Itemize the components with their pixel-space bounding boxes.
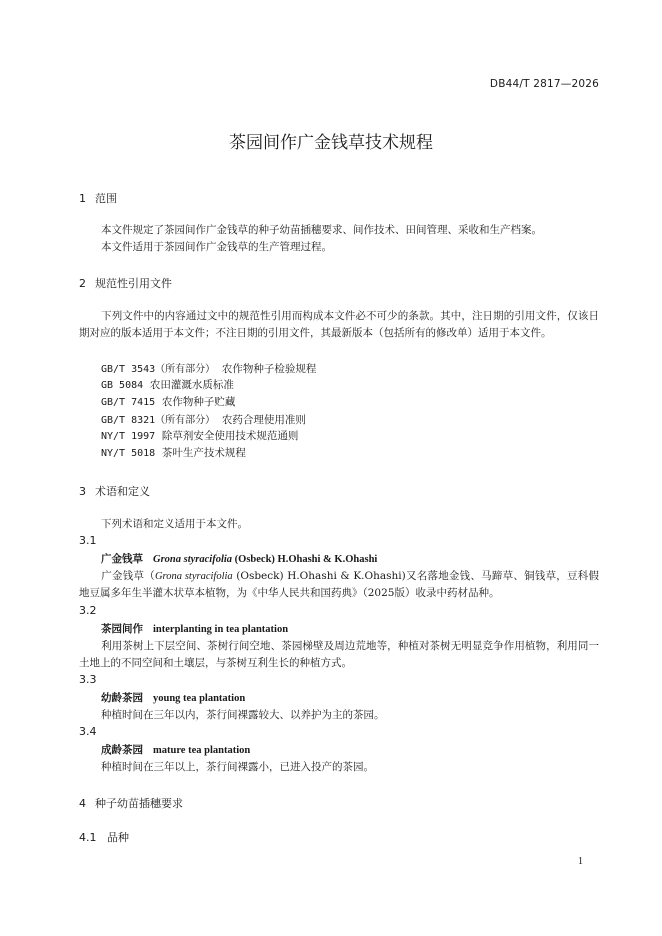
reference-code: GB/T 8321（所有部分） [101,415,216,426]
reference-code: NY/T 5018 [101,448,156,459]
reference-code: GB/T 7415 [101,397,156,408]
term-number: 3.2 [79,604,97,617]
term-chinese: 幼龄茶园 [101,692,143,704]
term-english: mature tea plantation [153,745,251,756]
reference-name: 农田灌溉水质标准 [149,379,234,391]
term-entry [101,551,377,566]
standard-code: DB44/T 2817—2026 [489,78,599,90]
section-number: 3 [79,485,86,498]
document-title: 茶园间作广金钱草技术规程 [229,133,433,153]
reference-name: 除草剂安全使用技术规范通则 [161,430,299,442]
subsection-heading-variety [79,829,129,845]
term-english: Grona styracifolia (Osbeck) H.Ohashi & K.Ohashi [153,554,378,565]
term-number: 3.4 [79,725,97,738]
section-heading-scope [79,190,117,206]
subsection-title: 品种 [107,831,129,844]
reference-code: GB 5084 [101,380,144,391]
paragraph-text: 下列文件中的内容通过文中的规范性引用而构成本文件必不可少的条款。其中，注日期的引用文件，仅该日期对应的版本适用于本文件；不注日期的引用文件，其最新版本（包括所有的修改单）适用于本文件。 [79,310,599,339]
reference-code: NY/T 1997 [101,431,156,442]
section-number: 2 [79,277,86,290]
term-chinese: 成龄茶园 [101,744,143,756]
reference-name: 茶叶生产技术规程 [161,447,246,459]
paragraph-scope-2 [79,239,599,256]
page-number: 1 [578,856,583,867]
section-title: 术语和定义 [95,485,150,498]
term-definition: 种植时间在三年以上，茶行间裸露小，已进入投产的茶园。 [101,761,374,773]
reference-item [101,394,235,409]
reference-item [101,360,316,376]
section-number: 1 [79,192,86,205]
term-number: 3.1 [79,534,97,547]
term-chinese: 广金钱草 [101,553,143,565]
paragraph-references-intro [79,308,599,342]
section-title: 种子幼苗插穗要求 [95,797,183,810]
paragraph-terms-intro [79,516,599,533]
paragraph-scope-1 [79,222,599,239]
term-english: young tea plantation [153,693,246,704]
reference-name: 农作物种子检验规程 [221,363,317,375]
section-heading-normative-references [79,275,172,291]
section-title: 范围 [95,192,117,205]
term-entry [101,742,250,757]
section-heading-terms [79,483,150,499]
term-english: interplanting in tea plantation [153,624,289,635]
paragraph-text: 本文件适用于茶园间作广金钱草的生产管理过程。 [101,241,332,253]
reference-item [101,377,234,392]
reference-name: 农作物种子贮藏 [161,396,236,408]
section-number: 4 [79,797,86,810]
term-number: 3.3 [79,673,97,686]
term-definition: 利用茶树上下层空间、茶树行间空地、茶园梯壁及周边荒地等，种植对茶树无明显竞争作用植物，利用同一土地上的不同空间和土壤层，与茶树互利生长的种植方式。 [79,640,599,669]
reference-code: GB/T 3543（所有部分） [101,364,216,375]
paragraph-text: 下列术语和定义适用于本文件。 [101,518,248,530]
reference-name: 农药合理使用准则 [221,414,306,426]
term-entry [101,690,245,705]
reference-item [101,445,246,460]
reference-item [101,428,298,443]
subsection-number: 4.1 [79,831,97,844]
section-heading-seed-requirements [79,795,183,811]
term-entry [101,621,288,636]
term-definition: 种植时间在三年以内，茶行间裸露较大、以养护为主的茶园。 [101,709,385,721]
reference-item [101,411,306,427]
section-title: 规范性引用文件 [95,277,172,290]
term-chinese: 茶园间作 [101,623,143,635]
paragraph-text: 本文件规定了茶园间作广金钱草的种子幼苗插穗要求、间作技术、田间管理、采收和生产档案。 [101,224,542,236]
term-definition: 广金钱草（Grona styracifolia (Osbeck) H.Ohashi & K.Ohashi)又名落地金钱、马蹄草、铜钱草，豆科假地豆属多年生半灌木状草本植物，为《中华人民共和国药典》（2025版）收录中药材品种。 [79,570,600,599]
